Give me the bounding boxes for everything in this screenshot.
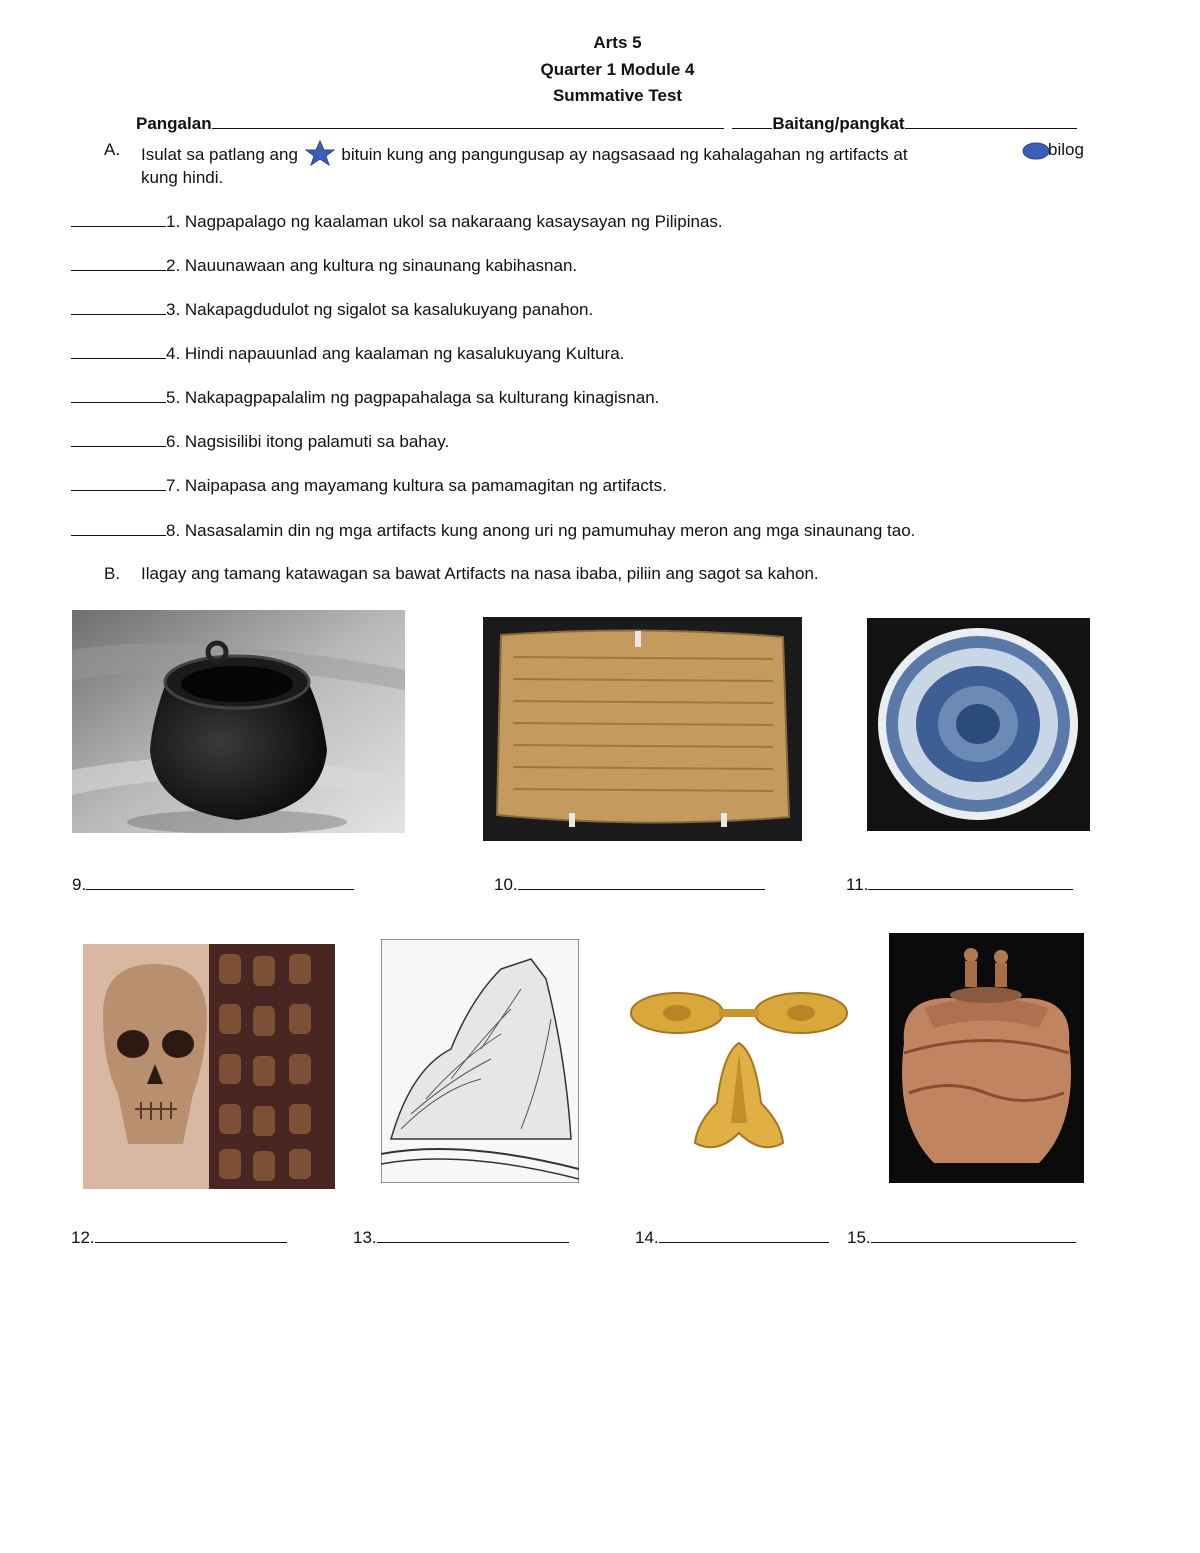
- list-item: 7. Naipapasa ang mayamang kultura sa pamamagitan ng artifacts.: [71, 475, 667, 496]
- label-10: 10.: [494, 874, 765, 895]
- answer-blank[interactable]: [86, 874, 354, 890]
- title-module: Quarter 1 Module 4: [540, 60, 695, 79]
- skull-image: [83, 944, 335, 1189]
- label-9: 9.: [72, 874, 354, 895]
- name-blank[interactable]: [212, 113, 724, 129]
- label-15: 15.: [847, 1227, 1076, 1248]
- instruction-text-4: kung hindi.: [141, 168, 224, 187]
- section-b-instruction: Ilagay ang tamang katawagan sa bawat Artifacts na nasa ibaba, piliin ang sagot sa kahon.: [141, 564, 819, 583]
- answer-blank[interactable]: [518, 874, 765, 890]
- list-item: 6. Nagsisilibi itong palamuti sa bahay.: [71, 431, 449, 452]
- list-item: 3. Nakapagdudulot ng sigalot sa kasalukuyang panahon.: [71, 299, 593, 320]
- answer-blank[interactable]: [71, 343, 166, 359]
- list-item: 1. Nagpapalago ng kaalaman ukol sa nakaraang kasaysayan ng Pilipinas.: [71, 211, 723, 232]
- instruction-text-2: bituin kung ang pangungusap ay nagsasaad ng kahalagahan ng artifacts at: [341, 145, 908, 164]
- label-12: 12.: [71, 1227, 287, 1248]
- answer-blank[interactable]: [377, 1227, 569, 1243]
- answer-blank[interactable]: [71, 211, 166, 227]
- list-item: 2. Nauunawaan ang kultura ng sinaunang kabihasnan.: [71, 255, 577, 276]
- answer-blank[interactable]: [871, 1227, 1076, 1243]
- title-subject: Arts 5: [593, 33, 642, 52]
- answer-blank[interactable]: [71, 255, 166, 271]
- instruction-text-1: Isulat sa patlang ang: [141, 145, 298, 164]
- answer-blank[interactable]: [659, 1227, 829, 1243]
- title-test-type: Summative Test: [552, 86, 683, 105]
- manunggul-jar-image: [889, 933, 1084, 1183]
- answer-blank[interactable]: [71, 520, 166, 536]
- grade-label: Baitang/pangkat: [772, 114, 905, 133]
- list-item: 4. Hindi napauunlad ang kaalaman ng kasalukuyang Kultura.: [71, 343, 624, 364]
- answer-blank[interactable]: [71, 299, 166, 315]
- list-item: 8. Nasasalamin din ng mga artifacts kung anong uri ng pamumuhay meron ang mga sinaunang tao.: [71, 520, 915, 541]
- name-label: Pangalan: [136, 114, 212, 133]
- answer-blank[interactable]: [71, 431, 166, 447]
- list-item: 5. Nakapagpapalalim ng pagpapahalaga sa kulturang kinagisnan.: [71, 387, 659, 408]
- label-14: 14.: [635, 1227, 829, 1248]
- answer-blank[interactable]: [71, 475, 166, 491]
- star-icon: [303, 140, 337, 164]
- clay-pot-image: [72, 610, 405, 833]
- oval-icon: [1022, 142, 1050, 165]
- section-b-letter: B.: [104, 564, 121, 583]
- section-a-letter: A.: [104, 140, 121, 159]
- label-13: 13.: [353, 1227, 569, 1248]
- grade-blank[interactable]: [905, 113, 1077, 129]
- grade-pre-blank[interactable]: [732, 113, 772, 129]
- tabon-cave-sketch-image: [381, 939, 579, 1183]
- name-row: [136, 113, 1077, 134]
- gold-death-mask-image: [627, 983, 851, 1173]
- porcelain-plate-image: [867, 618, 1090, 831]
- instruction-text-3: bilog: [1048, 140, 1084, 159]
- answer-blank[interactable]: [71, 387, 166, 403]
- copperplate-image: [483, 617, 802, 841]
- section-a-instruction-line1: [141, 140, 908, 165]
- label-11: 11.: [846, 874, 1073, 895]
- answer-blank[interactable]: [868, 874, 1073, 890]
- answer-blank[interactable]: [95, 1227, 287, 1243]
